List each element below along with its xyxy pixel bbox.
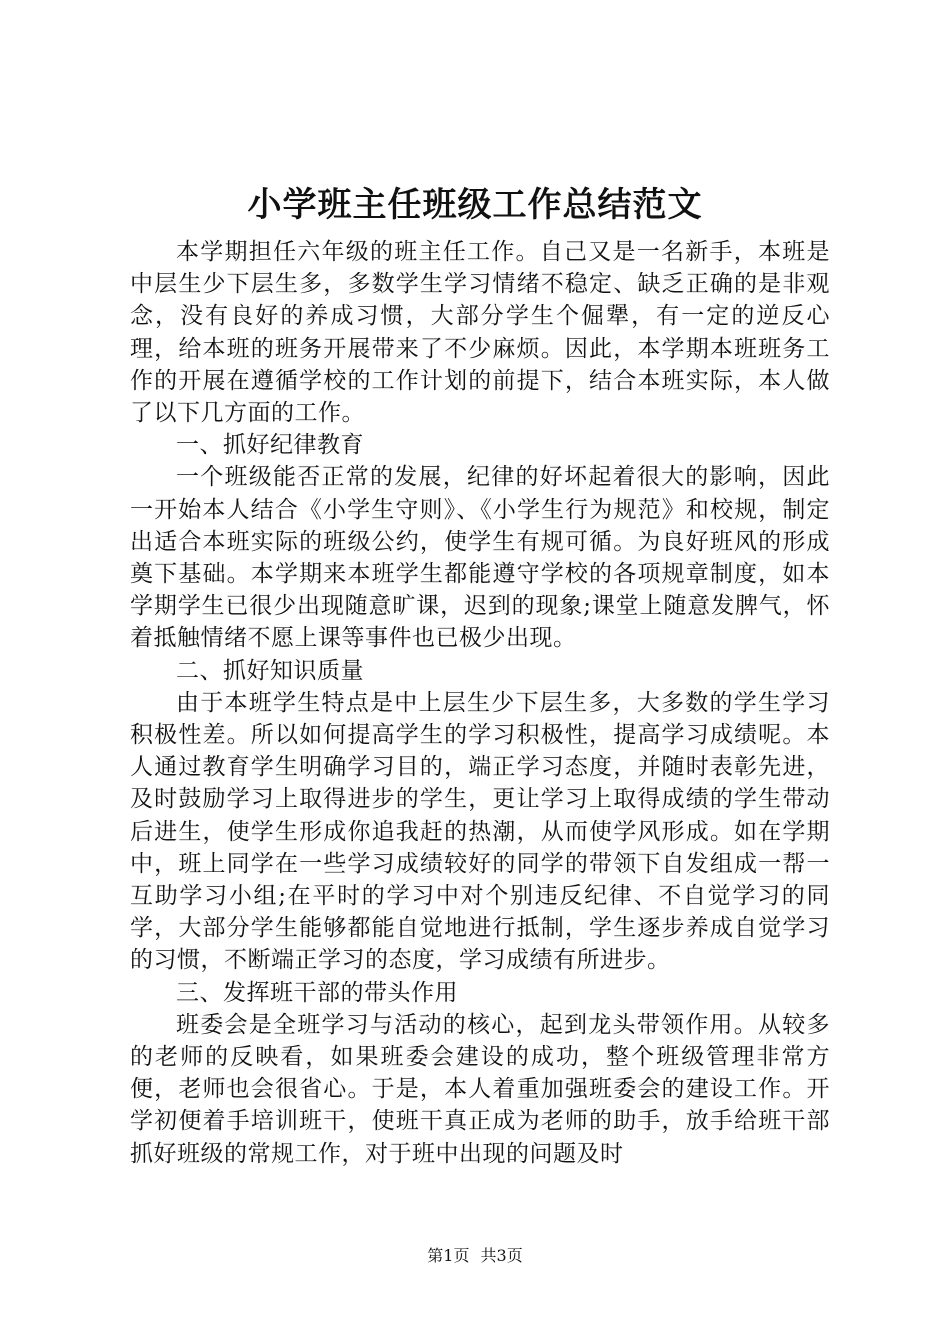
paragraph-knowledge: 由于本班学生特点是中上层生少下层生多，大多数的学生学习积极性差。所以如何提高学生的学习积极性，提高学习成绩呢。本人通过教育学生明确学习目的，端正学习态度，并随时表彰先进，及时鼓励学习上取得进步的学生，更让学习上取得成绩的学生带动后进生，使学生形成你追我赶的热潮，从而使学风形成。如在学期中，班上同学在一些学习成绩较好的同学的带领下自发组成一帮一互助学习小组;在平时的学习中对个别违反纪律、不自觉学习的同学，大部分学生能够都能自觉地进行抵制，学生逐步养成自觉学习的习惯，不断端正学习的态度，学习成绩有所进步。 (130, 689, 830, 974)
page-number: 第1页 (427, 1246, 470, 1265)
page-footer (0, 1244, 950, 1268)
paragraph-class-cadres: 班委会是全班学习与活动的核心，起到龙头带领作用。从较多的老师的反映看，如果班委会建设的成功，整个班级管理非常方便，老师也会很省心。于是，本人着重加强班委会的建设工作。开学初便着手培训班干，使班干真正成为老师的助手，放手给班干部抓好班级的常规工作，对于班中出现的问题及时 (130, 1011, 830, 1167)
paragraph-discipline: 一个班级能否正常的发展，纪律的好坏起着很大的影响，因此一开始本人结合《小学生守则》、《小学生行为规范》和校规，制定出适合本班实际的班级公约，使学生有规可循。为良好班风的形成奠下基础。本学期来本班学生都能遵守学校的各项规章制度，如本学期学生已很少出现随意旷课，迟到的现象;课堂上随意发脾气，怀着抵触情绪不愿上课等事件也已极少出现。 (130, 464, 830, 652)
paragraph-intro: 本学期担任六年级的班主任工作。自己又是一名新手，本班是中层生少下层生多，多数学生学习情绪不稳定、缺乏正确的是非观念，没有良好的养成习惯，大部分学生个倔犟，有一定的逆反心理，给本班的班务开展带来了不少麻烦。因此，本学期本班班务工作的开展在遵循学校的工作计划的前提下，结合本班实际，本人做了以下几方面的工作。 (130, 239, 830, 427)
section-heading-class-cadres: 三、发挥班干部的带头作用 (176, 979, 458, 1006)
document-title: 小学班主任班级工作总结范文 (247, 185, 703, 225)
section-heading-knowledge: 二、抓好知识质量 (176, 657, 364, 684)
page-total: 共3页 (480, 1246, 523, 1265)
document-body (130, 236, 830, 1170)
section-heading-discipline: 一、抓好纪律教育 (176, 432, 364, 459)
